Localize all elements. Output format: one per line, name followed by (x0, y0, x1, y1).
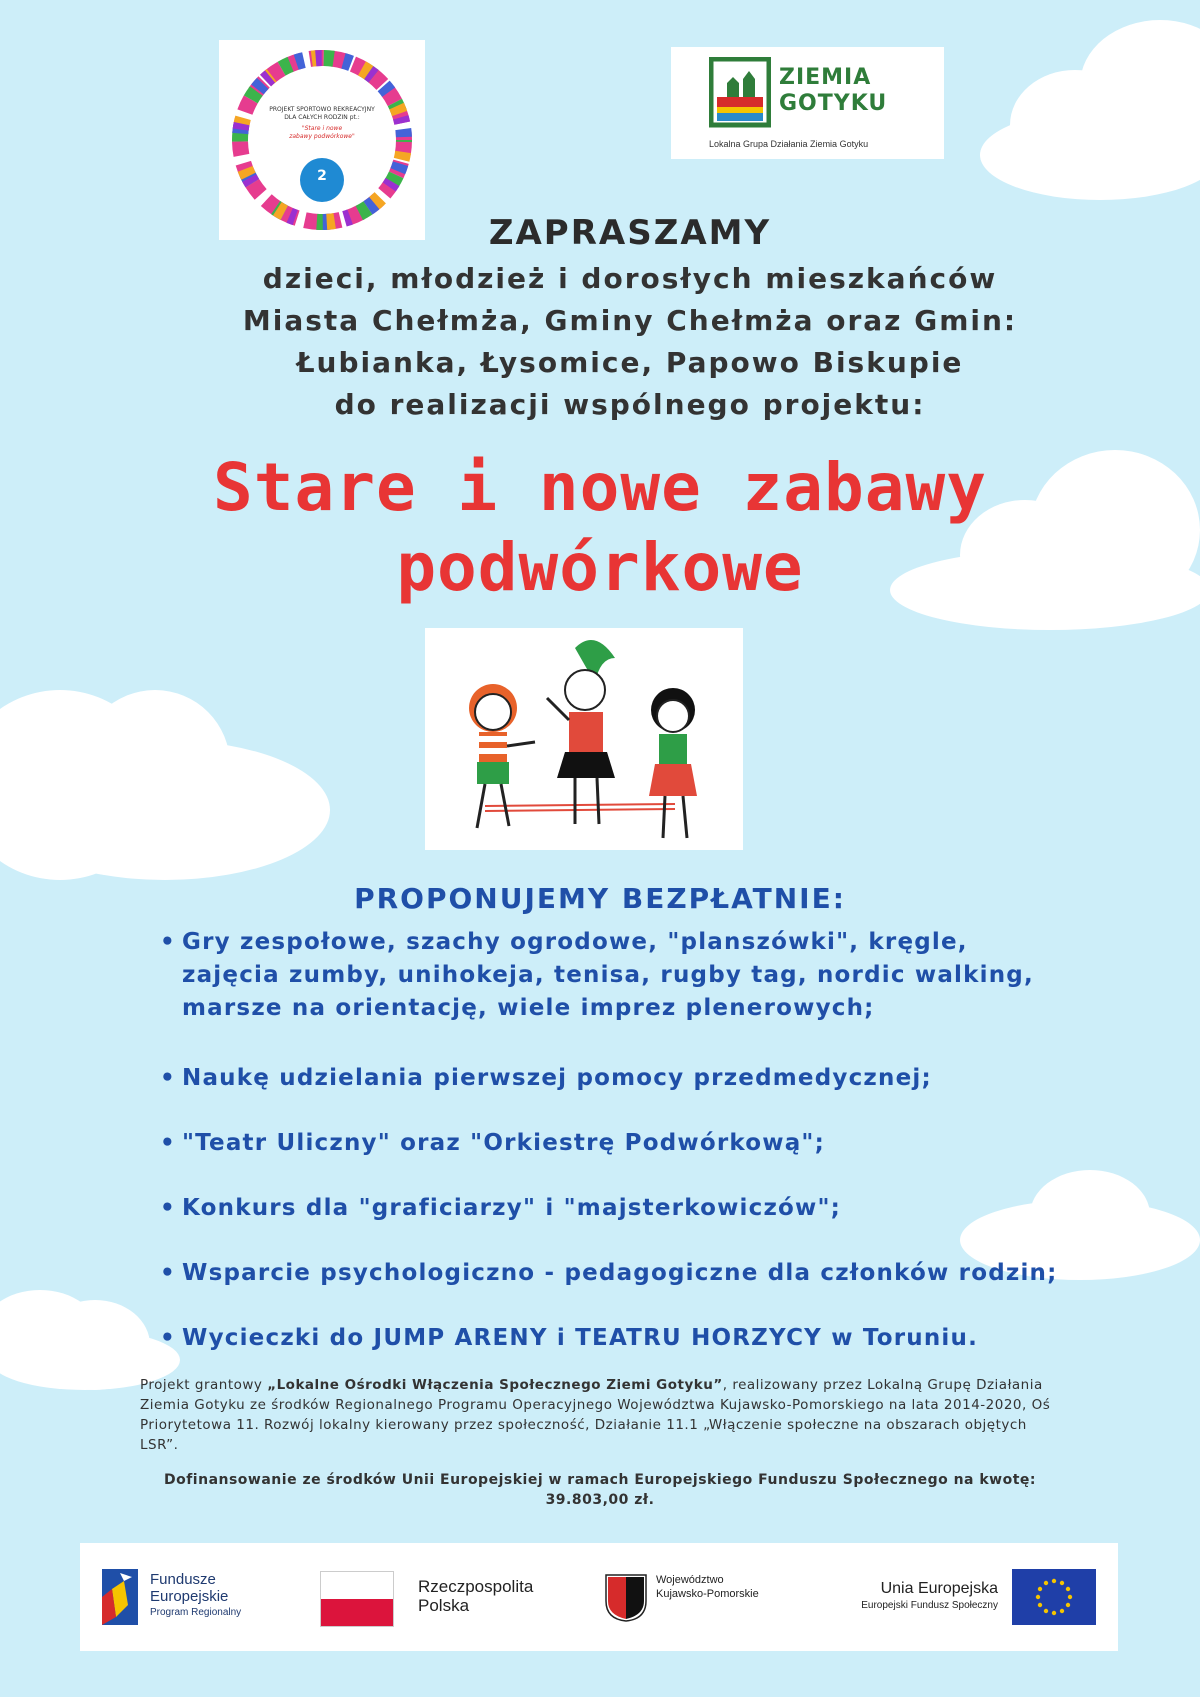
offer-item-text: Wsparcie psychologiczno - pedagogiczne dla członków rodzin; (182, 1260, 1058, 1286)
fe-line1: Fundusze (150, 1571, 216, 1588)
grant-description (140, 1375, 1060, 1455)
bullet-icon: • (160, 1260, 176, 1286)
fe-line3: Program Regionalny (150, 1607, 242, 1618)
bullet-icon: • (160, 929, 176, 955)
project-logo-line2: DLA CAŁYCH RODZIN pt.: (284, 114, 360, 121)
invitation-line3: Łubianka, Łysomice, Papowo Biskupie (296, 346, 964, 379)
bullet-icon: • (160, 1195, 176, 1221)
invitation-line2: Miasta Chełmża, Gminy Chełmża oraz Gmin: (242, 304, 1018, 337)
kujawsko-pomorskie-coat-of-arms-icon (604, 1573, 648, 1623)
ue-line2: Europejski Fundusz Społeczny (861, 1600, 998, 1611)
offer-item-text: marsze na orientację, wiele imprez plenerowych; (182, 995, 875, 1021)
kp-line2: Kujawsko-Pomorskie (656, 1588, 759, 1600)
ue-line1: Unia Europejska (880, 1580, 998, 1597)
title-line2: podwórkowe (396, 529, 804, 606)
invitation-heading: ZAPRASZAMY (488, 213, 772, 253)
grant-text-pre: Projekt grantowy (140, 1377, 268, 1393)
rp-line2: Polska (418, 1596, 470, 1615)
offer-item-text: "Teatr Uliczny" oraz "Orkiestrę Podwórkową"; (182, 1130, 825, 1156)
grant-text-post: , realizowany przez Lokalną Grupę Działania Ziemia Gotyku ze środków Regionalnego Programu Operacyjnego Województwa Kujawsko-Pomorskiego na lata 2014-2020, Oś Priorytetowa 11. Rozwój lokalny kierowany przez społeczność, Działanie 11.1 „Włączenie społeczne na obszarach objętych LSR”. (140, 1377, 1051, 1453)
fe-line2: Europejskie (150, 1588, 229, 1605)
bullet-icon: • (160, 1065, 176, 1091)
project-logo-quote1: "Stare i nowe (301, 125, 343, 132)
ziemia-name1: ZIEMIA (779, 65, 872, 90)
offer-item (160, 1257, 1080, 1291)
grant-project-name: „Lokalne Ośrodki Włączenia Społecznego Ziemi Gotyku” (267, 1377, 723, 1393)
ziemia-gotyku-logo (671, 47, 944, 159)
offer-item-text: Konkurs dla "graficiarzy" i "majsterkowiczów"; (182, 1195, 842, 1221)
invitation-line4: do realizacji wspólnego projektu: (334, 388, 926, 421)
kp-line1: Województwo (656, 1574, 724, 1586)
project-logo-badge: 2 (317, 168, 327, 184)
offer-item-text: zajęcia zumby, unihokeja, tenisa, rugby tag, nordic walking, (182, 962, 1034, 988)
offer-heading: PROPONUJEMY BEZPŁATNIE: (354, 882, 846, 915)
funding-amount: 39.803,00 zł. (545, 1492, 655, 1508)
ziemia-caption: Lokalna Grupa Działania Ziemia Gotyku (709, 139, 869, 149)
offer-item (160, 1322, 1080, 1356)
project-logo-line1: PROJEKT SPORTOWO REKREACYJNY (269, 106, 375, 113)
offer-item (160, 1062, 1080, 1096)
funding-line1: Dofinansowanie ze środków Unii Europejskiej w ramach Europejskiego Funduszu Społecznego na kwotę: (163, 1472, 1037, 1488)
title-line1: Stare i nowe zabawy (213, 449, 987, 526)
castle-icon (709, 57, 771, 129)
rp-line1: Rzeczpospolita (418, 1577, 534, 1596)
invitation (180, 208, 1080, 426)
offer-item-text: Wycieczki do JUMP ARENY i TEATRU HORZYCY w Toruniu. (182, 1325, 979, 1351)
offer-item (160, 1127, 1080, 1161)
polish-flag-icon (320, 1571, 394, 1627)
offer-item-text: Gry zespołowe, szachy ogrodowe, "planszówki", kręgle, (182, 929, 968, 955)
ziemia-name2: GOTYKU (779, 91, 888, 116)
eu-flag-icon (1012, 1569, 1096, 1625)
offer-item (160, 1192, 1080, 1226)
offer-item (160, 926, 1080, 1036)
kids-illustration (425, 628, 743, 850)
project-logo-quote2: zabawy podwórkowe" (289, 133, 355, 140)
project-title (120, 448, 1080, 608)
bullet-icon: • (160, 1130, 176, 1156)
offer-item-text: Naukę udzielania pierwszej pomocy przedmedycznej; (182, 1065, 932, 1091)
bullet-icon: • (160, 1325, 176, 1351)
funding-note (120, 1470, 1080, 1510)
invitation-line1: dzieci, młodzież i dorosłych mieszkańców (262, 262, 998, 295)
eu-logo-bar (80, 1543, 1118, 1651)
fundusze-europejskie-icon (98, 1565, 142, 1629)
